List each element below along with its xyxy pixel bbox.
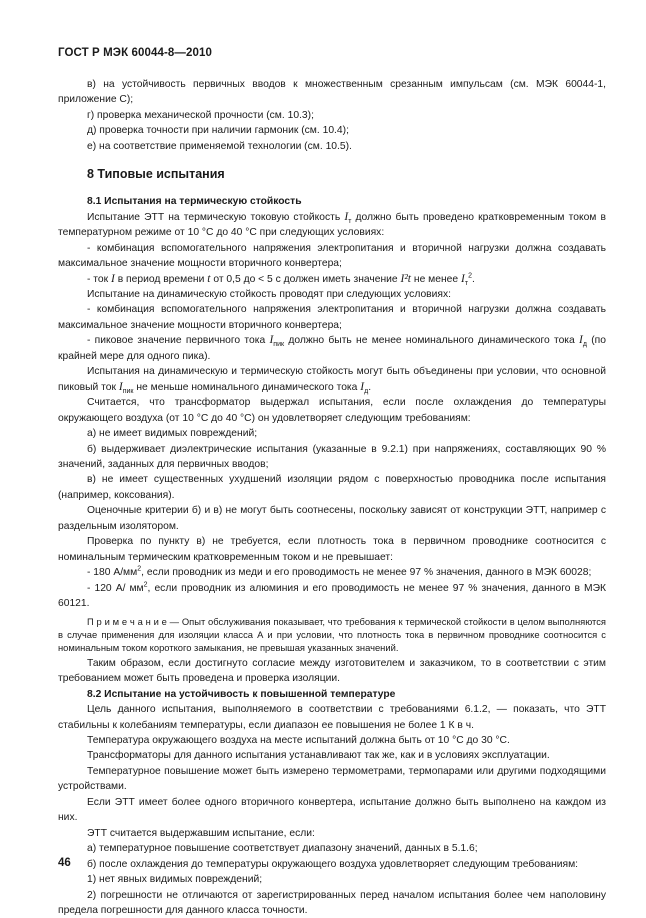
s82-paragraph-1: Цель данного испытания, выполняемого в соответствии с требованиями 6.1.2, — показать, что ЭТТ стабильны к колебаниям температуры, если диапазон ее повышения не более 1 К в ч. [58, 704, 606, 731]
s81-copper-limit: - 180 $А/мм^2$, если проводник из меди и его проводимость не менее 97 % значения, данного в МЭК 60028; [87, 565, 592, 579]
item-v: в) на устойчивость первичных вводов к множественным срезанным импульсам (см. МЭК 60044-1, приложение С); [58, 79, 606, 106]
s81-dyn-condition-1: - комбинация вспомогательного напряжения электропитания и вторичной нагрузки должна создавать максимальное значение мощности вторичного конвертера; [58, 304, 606, 331]
s81-aluminium-limit: - 120 А/ $мм^2$, если проводник из алюминия и его проводимость не менее 97 % значения, данного в МЭК 60121. [58, 581, 606, 610]
s82-paragraph-2: Температура окружающего воздуха на месте испытаний должна быть от 10 °С до 30 °С. [87, 734, 510, 746]
section-8-2-title: 8.2 Испытание на устойчивость к повышенной температуре [87, 688, 396, 700]
s81-note: П р и м е ч а н и е — Опыт обслуживания показывает, что требования к термической стойкости в целом выполняются в случае применения для изоляции класса А и при условии, что плотность тока в первичном проводнике соотносится с номинальным током короткого замыкания, не превышая указанных значений. [58, 615, 606, 654]
s82-criterion-b1: 1) нет явных видимых повреждений; [87, 874, 263, 886]
item-g: г) проверка механической прочности (см. 10.3); [87, 109, 314, 121]
note-label: П р и м е ч а н и е [87, 615, 167, 627]
s81-condition-2: - ток I в период времени t от 0,5 до < 5 с должен иметь значение I²t не менее $I_т^2$. [87, 272, 475, 287]
s81-paragraph-6: Проверка по пункту в) не требуется, если плотность тока в первичном проводнике соотносится с номинальным термическим кратковременным током и не превышает: [58, 536, 606, 563]
s81-requirement-b: б) выдерживает диэлектрические испытания (указанные в 9.2.1) при напряжениях, составляющих 90 % значений, заданных для первичных вводов; [58, 443, 606, 470]
s82-paragraph-3: Трансформаторы для данного испытания устанавливают так же, как и в условиях эксплуатации. [87, 750, 550, 762]
standard-header: ГОСТ Р МЭК 60044-8—2010 [58, 47, 212, 59]
s82-criterion-b2: 2) погрешности не отличаются от зарегистрированных перед началом испытания более чем наполовину предела погрешности для данного класса точности. [58, 889, 606, 916]
s81-paragraph-3: Испытания на динамическую и термическую стойкость могут быть объединены при условии, что основной пиковый ток $I_{пик}$ не меньше номинального динамического тока $I_д$. [58, 366, 606, 395]
s81-paragraph-1: Испытание ЭТТ на термическую токовую стойкость $I_т$ должно быть проведено кратковременным током в температурном режиме от 10 °С до 40 °С при следующих условиях: [58, 210, 606, 239]
s81-requirement-a: а) не имеет видимых повреждений; [87, 428, 258, 440]
s82-paragraph-6: ЭТТ считается выдержавшим испытание, если: [87, 827, 315, 839]
page-content [58, 77, 606, 918]
section-8-title: 8 Типовые испытания [87, 167, 225, 182]
s82-paragraph-5: Если ЭТТ имеет более одного вторичного конвертера, испытание должно быть выполнено на каждом из них. [58, 796, 606, 824]
section-8-1-title: 8.1 Испытания на термическую стойкость [87, 196, 302, 208]
s81-paragraph-7: Таким образом, если достигнуто согласие между изготовителем и заказчиком, то в соответствии с этим требованием может быть проведена и проверка изоляции. [58, 657, 606, 685]
s81-dyn-condition-2: - пиковое значение первичного тока $I_{пик}$ должно быть не менее номинального динамического тока $I_д$ (по крайней мере для одного пика). [58, 334, 606, 362]
s82-criterion-b: б) после охлаждения до температуры окружающего воздуха удовлетворяет следующим требованиям: [87, 858, 579, 870]
s81-paragraph-4: Считается, что трансформатор выдержал испытания, если после охлаждения до температуры окружающего воздуха (от 10 °С до 40 °С) он удовлетворяет следующим требованиям: [58, 397, 606, 424]
s82-paragraph-4: Температурное повышение может быть измерено термометрами, термопарами или другими подходящими устройствами. [58, 765, 606, 793]
s81-requirement-c: в) не имеет существенных ухудшений изоляции рядом с поверхностью проводника после испытания (например, коксования). [58, 474, 606, 501]
item-d: д) проверка точности при наличии гармоник (см. 10.4); [87, 125, 349, 137]
item-e: е) на соответствие применяемой технологии (см. 10.5). [87, 140, 352, 152]
s81-condition-1: - комбинация вспомогательного напряжения электропитания и вторичной нагрузки должна создавать максимальное значение мощности вторичного конвертера; [58, 242, 606, 270]
s81-paragraph-2: Испытание на динамическую стойкость проводят при следующих условиях: [87, 288, 451, 300]
page-number: 46 [58, 857, 71, 869]
s81-paragraph-5: Оценочные критерии б) и в) не могут быть соотнесены, поскольку зависят от конструкции ЭТТ, например с раздельным изолятором. [58, 505, 606, 532]
s82-criterion-a: а) температурное повышение соответствует диапазону значений, данных в 5.1.6; [87, 843, 478, 855]
